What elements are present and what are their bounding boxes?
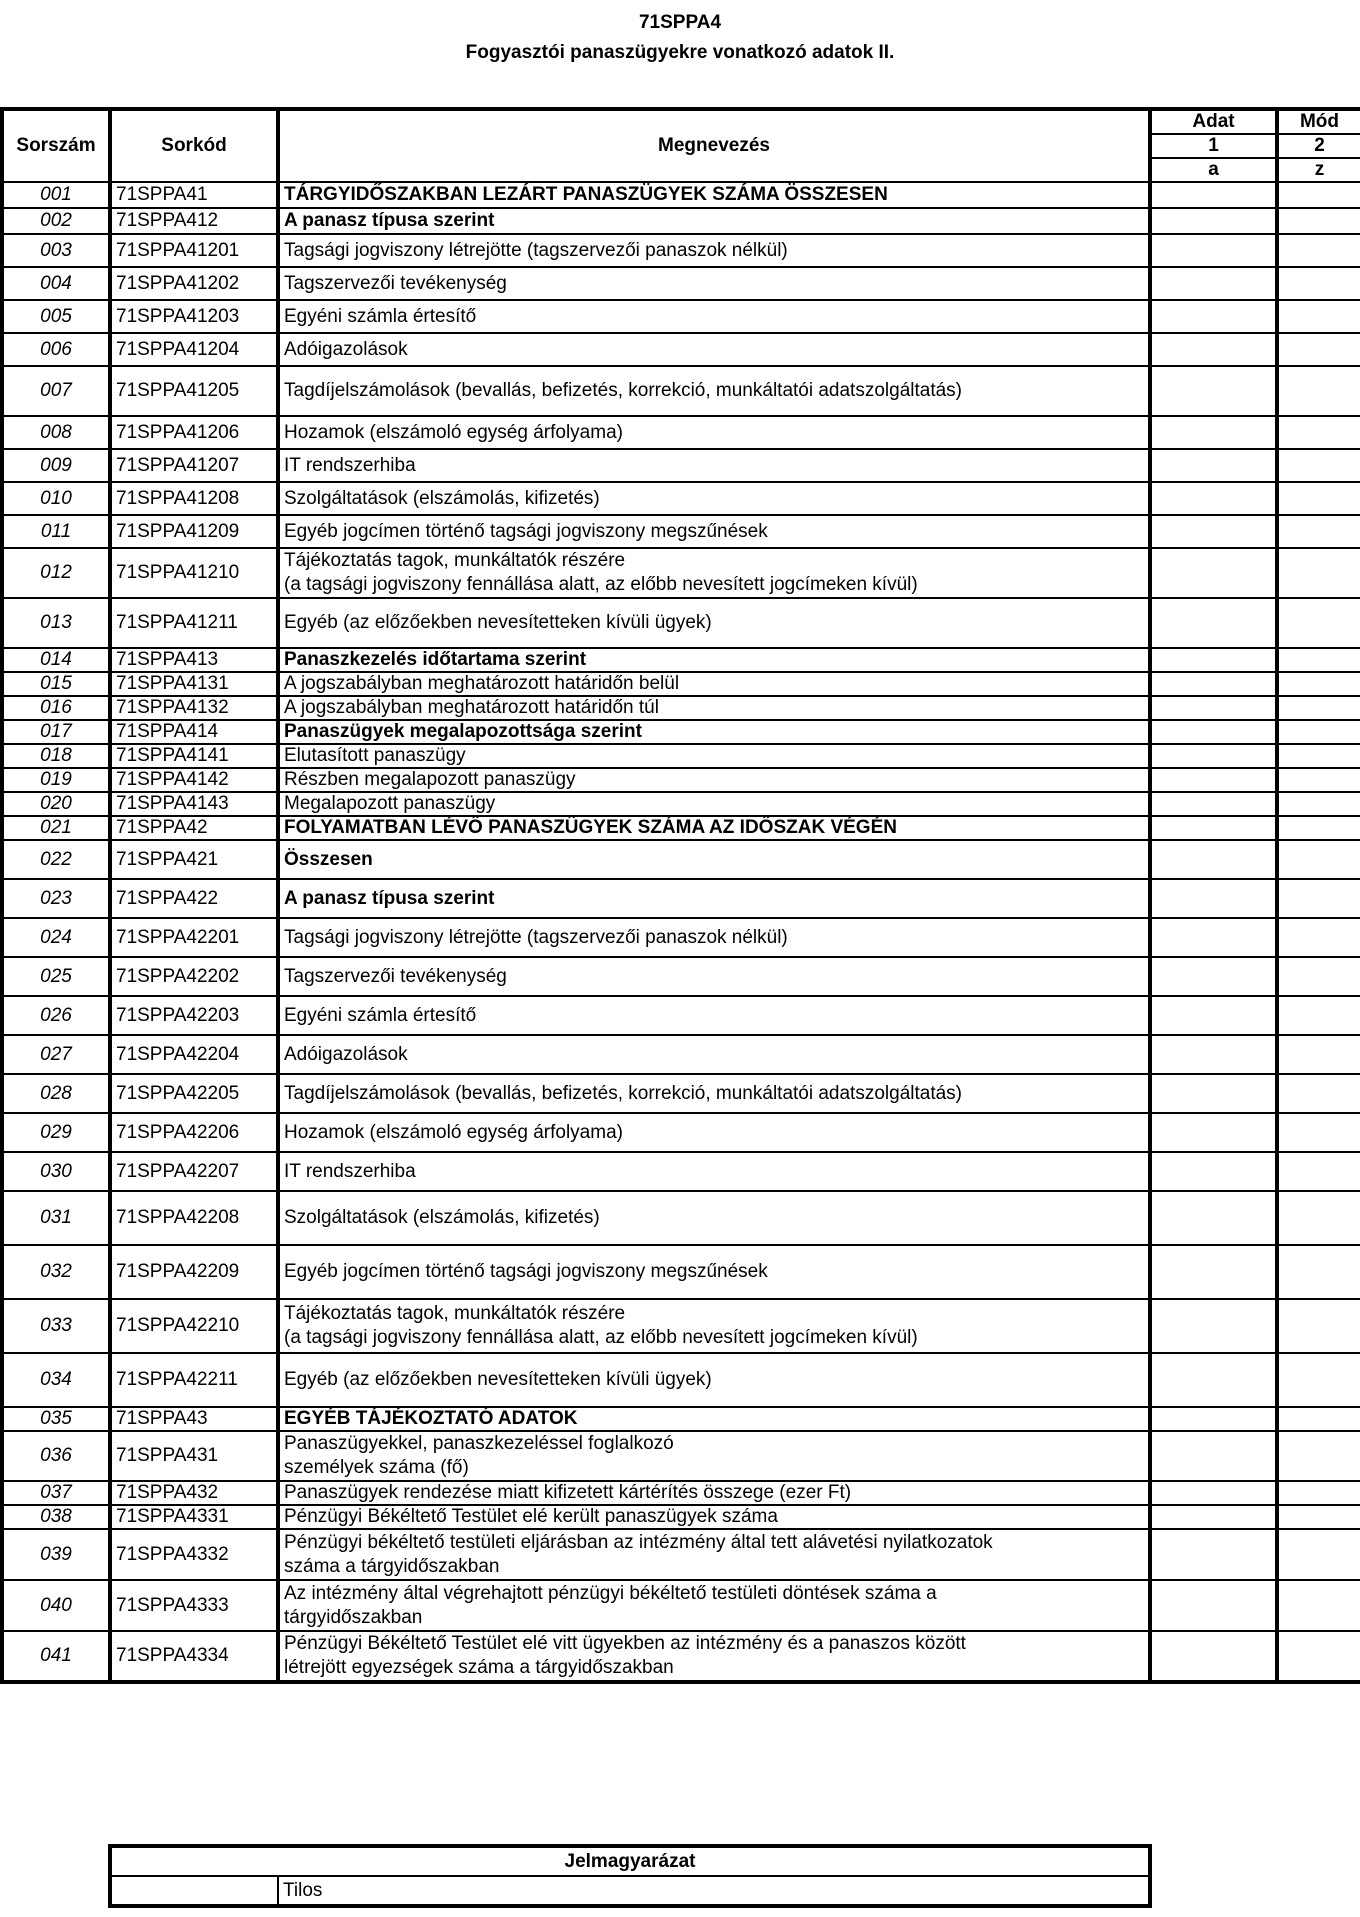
row-adat-cell[interactable]	[1150, 1529, 1277, 1580]
row-sorszam: 032	[2, 1245, 110, 1299]
table-row	[2, 1035, 1360, 1074]
header-adat-letter: a	[1150, 158, 1277, 182]
row-sorkod: 71SPPA42210	[110, 1299, 278, 1353]
row-sorkod: 71SPPA42206	[110, 1113, 278, 1152]
row-megnevezes: Szolgáltatások (elszámolás, kifizetés)	[278, 482, 1150, 515]
header-sorkod: Sorkód	[110, 109, 278, 182]
row-sorkod: 71SPPA41201	[110, 234, 278, 267]
row-mod-cell[interactable]	[1277, 515, 1360, 548]
row-sorszam: 008	[2, 416, 110, 449]
header-megnevezes: Megnevezés	[278, 109, 1150, 182]
row-adat-cell[interactable]	[1150, 996, 1277, 1035]
row-sorkod: 71SPPA414	[110, 720, 278, 744]
row-adat-cell[interactable]	[1150, 768, 1277, 792]
row-sorszam: 022	[2, 840, 110, 879]
header-mod-letter: z	[1277, 158, 1360, 182]
table-row	[2, 482, 1360, 515]
row-sorszam: 009	[2, 449, 110, 482]
row-adat-cell[interactable]	[1150, 1245, 1277, 1299]
row-sorszam: 003	[2, 234, 110, 267]
table-row	[2, 1481, 1360, 1505]
row-adat-cell[interactable]	[1150, 1152, 1277, 1191]
row-adat-cell[interactable]	[1150, 515, 1277, 548]
row-sorszam: 023	[2, 879, 110, 918]
row-sorszam: 007	[2, 366, 110, 416]
row-adat-cell[interactable]	[1150, 696, 1277, 720]
row-sorkod: 71SPPA421	[110, 840, 278, 879]
row-megnevezes: Tagdíjelszámolások (bevallás, befizetés, korrekció, munkáltatói adatszolgáltatás)	[278, 366, 1150, 416]
table-row	[2, 1407, 1360, 1431]
row-sorszam: 011	[2, 515, 110, 548]
row-megnevezes: Részben megalapozott panaszügy	[278, 768, 1150, 792]
row-adat-cell[interactable]	[1150, 416, 1277, 449]
row-megnevezes: A panasz típusa szerint	[278, 879, 1150, 918]
table-row	[2, 918, 1360, 957]
row-mod-cell[interactable]	[1277, 1113, 1360, 1152]
row-megnevezes: Tagsági jogviszony létrejötte (tagszervezői panaszok nélkül)	[278, 234, 1150, 267]
table-row	[2, 1152, 1360, 1191]
row-sorszam: 039	[2, 1529, 110, 1580]
table-row	[2, 515, 1360, 548]
row-mod-cell[interactable]	[1277, 267, 1360, 300]
row-sorszam: 028	[2, 1074, 110, 1113]
row-sorkod: 71SPPA41210	[110, 548, 278, 598]
row-megnevezes: FOLYAMATBAN LÉVŐ PANASZÜGYEK SZÁMA AZ IDŐSZAK VÉGÉN	[278, 816, 1150, 840]
row-sorkod: 71SPPA41	[110, 182, 278, 208]
row-mod-cell[interactable]	[1277, 482, 1360, 515]
row-adat-cell[interactable]	[1150, 1074, 1277, 1113]
table-row	[2, 1074, 1360, 1113]
header-mod: Mód	[1277, 109, 1360, 134]
form-code: 71SPPA4	[638, 12, 722, 33]
row-megnevezes: Panaszügyek rendezése miatt kifizetett kártérítés összege (ezer Ft)	[278, 1481, 1150, 1505]
row-megnevezes: Megalapozott panaszügy	[278, 792, 1150, 816]
row-mod-cell[interactable]	[1277, 1431, 1360, 1481]
row-megnevezes: EGYÉB TÁJÉKOZTATÓ ADATOK	[278, 1407, 1150, 1431]
row-adat-cell[interactable]	[1150, 1631, 1277, 1682]
row-mod-cell[interactable]	[1277, 208, 1360, 234]
row-sorkod: 71SPPA4334	[110, 1631, 278, 1682]
row-mod-cell[interactable]	[1277, 840, 1360, 879]
row-sorkod: 71SPPA4143	[110, 792, 278, 816]
row-sorkod: 71SPPA4333	[110, 1580, 278, 1631]
row-mod-cell[interactable]	[1277, 696, 1360, 720]
row-mod-cell[interactable]	[1277, 744, 1360, 768]
row-mod-cell[interactable]	[1277, 300, 1360, 333]
row-sorszam: 031	[2, 1191, 110, 1245]
table-row	[2, 333, 1360, 366]
row-adat-cell[interactable]	[1150, 1481, 1277, 1505]
row-adat-cell[interactable]	[1150, 234, 1277, 267]
row-adat-cell[interactable]	[1150, 792, 1277, 816]
row-sorszam: 013	[2, 598, 110, 648]
row-sorkod: 71SPPA42	[110, 816, 278, 840]
row-adat-cell[interactable]	[1150, 840, 1277, 879]
table-row	[2, 1580, 1360, 1631]
row-sorszam: 014	[2, 648, 110, 672]
legend-title: Jelmagyarázat	[110, 1846, 1150, 1876]
row-adat-cell[interactable]	[1150, 482, 1277, 515]
row-megnevezes: Tagsági jogviszony létrejötte (tagszervezői panaszok nélkül)	[278, 918, 1150, 957]
row-sorkod: 71SPPA413	[110, 648, 278, 672]
table-row	[2, 648, 1360, 672]
row-sorkod: 71SPPA4331	[110, 1505, 278, 1529]
row-sorkod: 71SPPA4142	[110, 768, 278, 792]
row-megnevezes: Panaszkezelés időtartama szerint	[278, 648, 1150, 672]
row-sorkod: 71SPPA41204	[110, 333, 278, 366]
row-megnevezes: Egyéni számla értesítő	[278, 300, 1150, 333]
row-sorkod: 71SPPA41207	[110, 449, 278, 482]
row-sorkod: 71SPPA422	[110, 879, 278, 918]
row-sorkod: 71SPPA431	[110, 1431, 278, 1481]
legend-table	[108, 1844, 1152, 1908]
row-adat-cell[interactable]	[1150, 1299, 1277, 1353]
row-sorszam: 034	[2, 1353, 110, 1407]
row-sorkod: 71SPPA41209	[110, 515, 278, 548]
row-mod-cell[interactable]	[1277, 1529, 1360, 1580]
row-megnevezes: A jogszabályban meghatározott határidőn belül	[278, 672, 1150, 696]
row-mod-cell[interactable]	[1277, 1580, 1360, 1631]
row-megnevezes: Tagszervezői tevékenység	[278, 957, 1150, 996]
row-adat-cell[interactable]	[1150, 648, 1277, 672]
row-mod-cell[interactable]	[1277, 720, 1360, 744]
row-megnevezes: Panaszügyek megalapozottsága szerint	[278, 720, 1150, 744]
table-row	[2, 234, 1360, 267]
legend-label-tilos: Tilos	[278, 1876, 1150, 1906]
form-title: Fogyasztói panaszügyekre vonatkozó adatok II.	[465, 42, 895, 63]
data-table	[0, 107, 1360, 1684]
table-row	[2, 672, 1360, 696]
row-mod-cell[interactable]	[1277, 792, 1360, 816]
row-sorkod: 71SPPA4332	[110, 1529, 278, 1580]
row-sorkod: 71SPPA42209	[110, 1245, 278, 1299]
row-mod-cell[interactable]	[1277, 1245, 1360, 1299]
row-sorkod: 71SPPA4141	[110, 744, 278, 768]
table-row	[2, 1113, 1360, 1152]
row-adat-cell[interactable]	[1150, 672, 1277, 696]
table-row	[2, 957, 1360, 996]
legend-swatch-tilos	[110, 1876, 278, 1906]
row-adat-cell[interactable]	[1150, 1113, 1277, 1152]
row-mod-cell[interactable]	[1277, 918, 1360, 957]
row-sorszam: 036	[2, 1431, 110, 1481]
row-adat-cell[interactable]	[1150, 333, 1277, 366]
row-megnevezes: Egyéb jogcímen történő tagsági jogviszony megszűnések	[278, 515, 1150, 548]
row-sorszam: 021	[2, 816, 110, 840]
table-row	[2, 208, 1360, 234]
table-row	[2, 768, 1360, 792]
table-body	[2, 182, 1360, 1682]
table-row	[2, 1631, 1360, 1682]
row-sorkod: 71SPPA41205	[110, 366, 278, 416]
row-sorszam: 018	[2, 744, 110, 768]
row-mod-cell[interactable]	[1277, 1505, 1360, 1529]
row-mod-cell[interactable]	[1277, 449, 1360, 482]
table-row	[2, 1431, 1360, 1481]
row-mod-cell[interactable]	[1277, 1481, 1360, 1505]
row-mod-cell[interactable]	[1277, 996, 1360, 1035]
row-mod-cell[interactable]	[1277, 672, 1360, 696]
row-sorszam: 037	[2, 1481, 110, 1505]
row-sorszam: 001	[2, 182, 110, 208]
row-megnevezes: Hozamok (elszámoló egység árfolyama)	[278, 1113, 1150, 1152]
row-sorszam: 016	[2, 696, 110, 720]
row-adat-cell[interactable]	[1150, 720, 1277, 744]
table-row	[2, 1299, 1360, 1353]
table-row	[2, 840, 1360, 879]
table-row	[2, 366, 1360, 416]
row-sorkod: 71SPPA43	[110, 1407, 278, 1431]
table-row	[2, 182, 1360, 208]
table-row	[2, 598, 1360, 648]
row-megnevezes: IT rendszerhiba	[278, 1152, 1150, 1191]
row-sorszam: 033	[2, 1299, 110, 1353]
row-megnevezes: A jogszabályban meghatározott határidőn túl	[278, 696, 1150, 720]
row-sorkod: 71SPPA42205	[110, 1074, 278, 1113]
row-adat-cell[interactable]	[1150, 1191, 1277, 1245]
row-sorszam: 017	[2, 720, 110, 744]
row-sorszam: 015	[2, 672, 110, 696]
row-sorkod: 71SPPA42203	[110, 996, 278, 1035]
row-adat-cell[interactable]	[1150, 267, 1277, 300]
table-row	[2, 1529, 1360, 1580]
row-mod-cell[interactable]	[1277, 1152, 1360, 1191]
row-adat-cell[interactable]	[1150, 548, 1277, 598]
row-megnevezes: Tájékoztatás tagok, munkáltatók részére (a tagsági jogviszony fennállása alatt, az előbb nevesített jogcímeken kívül)	[278, 1299, 1150, 1353]
row-sorkod: 71SPPA432	[110, 1481, 278, 1505]
row-sorszam: 004	[2, 267, 110, 300]
table-row	[2, 720, 1360, 744]
header-adat: Adat	[1150, 109, 1277, 134]
row-mod-cell[interactable]	[1277, 366, 1360, 416]
row-mod-cell[interactable]	[1277, 1035, 1360, 1074]
row-megnevezes: Panaszügyekkel, panaszkezeléssel foglalkozó személyek száma (fő)	[278, 1431, 1150, 1481]
row-adat-cell[interactable]	[1150, 449, 1277, 482]
row-adat-cell[interactable]	[1150, 598, 1277, 648]
row-mod-cell[interactable]	[1277, 648, 1360, 672]
row-adat-cell[interactable]	[1150, 1505, 1277, 1529]
row-mod-cell[interactable]	[1277, 816, 1360, 840]
row-adat-cell[interactable]	[1150, 957, 1277, 996]
row-sorszam: 005	[2, 300, 110, 333]
row-adat-cell[interactable]	[1150, 879, 1277, 918]
row-adat-cell[interactable]	[1150, 182, 1277, 208]
row-mod-cell[interactable]	[1277, 768, 1360, 792]
table-row	[2, 1245, 1360, 1299]
table-row	[2, 744, 1360, 768]
row-sorszam: 006	[2, 333, 110, 366]
table-row	[2, 449, 1360, 482]
row-megnevezes: Szolgáltatások (elszámolás, kifizetés)	[278, 1191, 1150, 1245]
table-row	[2, 879, 1360, 918]
row-megnevezes: A panasz típusa szerint	[278, 208, 1150, 234]
row-sorszam: 035	[2, 1407, 110, 1431]
row-adat-cell[interactable]	[1150, 208, 1277, 234]
row-sorkod: 71SPPA412	[110, 208, 278, 234]
row-megnevezes: Adóigazolások	[278, 1035, 1150, 1074]
row-megnevezes: Egyéb (az előzőekben nevesítetteken kívüli ügyek)	[278, 598, 1150, 648]
row-sorkod: 71SPPA42208	[110, 1191, 278, 1245]
row-sorszam: 029	[2, 1113, 110, 1152]
row-megnevezes: Egyéb jogcímen történő tagsági jogviszony megszűnések	[278, 1245, 1150, 1299]
header-sorszam: Sorszám	[2, 109, 110, 182]
table-row	[2, 696, 1360, 720]
table-row	[2, 816, 1360, 840]
row-megnevezes: Tájékoztatás tagok, munkáltatók részére (a tagsági jogviszony fennállása alatt, az előbb nevesített jogcímeken kívül)	[278, 548, 1150, 598]
row-adat-cell[interactable]	[1150, 1353, 1277, 1407]
row-megnevezes: Elutasított panaszügy	[278, 744, 1150, 768]
row-adat-cell[interactable]	[1150, 1580, 1277, 1631]
row-mod-cell[interactable]	[1277, 598, 1360, 648]
row-mod-cell[interactable]	[1277, 1353, 1360, 1407]
row-megnevezes: Tagszervezői tevékenység	[278, 267, 1150, 300]
row-megnevezes: Egyéni számla értesítő	[278, 996, 1150, 1035]
row-megnevezes: Pénzügyi Békéltető Testület elé került panaszügyek száma	[278, 1505, 1150, 1529]
row-sorszam: 010	[2, 482, 110, 515]
row-sorkod: 71SPPA41211	[110, 598, 278, 648]
table-row	[2, 1505, 1360, 1529]
row-mod-cell[interactable]	[1277, 1407, 1360, 1431]
row-adat-cell[interactable]	[1150, 1431, 1277, 1481]
row-sorszam: 002	[2, 208, 110, 234]
header-mod-number: 2	[1277, 134, 1360, 158]
row-megnevezes: Tagdíjelszámolások (bevallás, befizetés, korrekció, munkáltatói adatszolgáltatás)	[278, 1074, 1150, 1113]
row-mod-cell[interactable]	[1277, 1191, 1360, 1245]
row-megnevezes: Összesen	[278, 840, 1150, 879]
row-megnevezes: TÁRGYIDŐSZAKBAN LEZÁRT PANASZÜGYEK SZÁMA ÖSSZESEN	[278, 182, 1150, 208]
row-megnevezes: Pénzügyi békéltető testületi eljárásban az intézmény által tett alávetési nyilatkozatok száma a tárgyidőszakban	[278, 1529, 1150, 1580]
row-mod-cell[interactable]	[1277, 548, 1360, 598]
row-mod-cell[interactable]	[1277, 182, 1360, 208]
row-megnevezes: Az intézmény által végrehajtott pénzügyi békéltető testületi döntések száma a tárgyidőszakban	[278, 1580, 1150, 1631]
row-mod-cell[interactable]	[1277, 416, 1360, 449]
row-mod-cell[interactable]	[1277, 1074, 1360, 1113]
table-row	[2, 267, 1360, 300]
row-mod-cell[interactable]	[1277, 957, 1360, 996]
header-adat-number: 1	[1150, 134, 1277, 158]
table-row	[2, 996, 1360, 1035]
row-adat-cell[interactable]	[1150, 816, 1277, 840]
table-row	[2, 1191, 1360, 1245]
row-adat-cell[interactable]	[1150, 1407, 1277, 1431]
table-row	[2, 300, 1360, 333]
row-megnevezes: Hozamok (elszámoló egység árfolyama)	[278, 416, 1150, 449]
row-sorszam: 030	[2, 1152, 110, 1191]
row-sorszam: 012	[2, 548, 110, 598]
row-sorszam: 020	[2, 792, 110, 816]
row-megnevezes: Pénzügyi Békéltető Testület elé vitt ügyekben az intézmény és a panaszos között létrejött egyezségek száma a tárgyidőszakban	[278, 1631, 1150, 1682]
row-sorkod: 71SPPA41208	[110, 482, 278, 515]
table-row	[2, 416, 1360, 449]
row-adat-cell[interactable]	[1150, 300, 1277, 333]
row-sorkod: 71SPPA41202	[110, 267, 278, 300]
row-sorszam: 027	[2, 1035, 110, 1074]
row-megnevezes: Adóigazolások	[278, 333, 1150, 366]
row-sorkod: 71SPPA42207	[110, 1152, 278, 1191]
row-sorkod: 71SPPA41206	[110, 416, 278, 449]
row-sorkod: 71SPPA4131	[110, 672, 278, 696]
row-sorkod: 71SPPA42202	[110, 957, 278, 996]
row-mod-cell[interactable]	[1277, 333, 1360, 366]
row-sorszam: 040	[2, 1580, 110, 1631]
row-sorszam: 026	[2, 996, 110, 1035]
row-sorszam: 025	[2, 957, 110, 996]
table-row	[2, 792, 1360, 816]
row-sorszam: 038	[2, 1505, 110, 1529]
row-sorszam: 019	[2, 768, 110, 792]
row-sorszam: 041	[2, 1631, 110, 1682]
row-adat-cell[interactable]	[1150, 366, 1277, 416]
row-sorkod: 71SPPA42201	[110, 918, 278, 957]
row-sorkod: 71SPPA42204	[110, 1035, 278, 1074]
row-adat-cell[interactable]	[1150, 1035, 1277, 1074]
table-row	[2, 548, 1360, 598]
table-row	[2, 1353, 1360, 1407]
row-sorkod: 71SPPA42211	[110, 1353, 278, 1407]
row-megnevezes: Egyéb (az előzőekben nevesítetteken kívüli ügyek)	[278, 1353, 1150, 1407]
row-adat-cell[interactable]	[1150, 918, 1277, 957]
row-mod-cell[interactable]	[1277, 1631, 1360, 1682]
row-mod-cell[interactable]	[1277, 1299, 1360, 1353]
row-sorkod: 71SPPA41203	[110, 300, 278, 333]
row-sorszam: 024	[2, 918, 110, 957]
row-megnevezes: IT rendszerhiba	[278, 449, 1150, 482]
row-mod-cell[interactable]	[1277, 234, 1360, 267]
row-adat-cell[interactable]	[1150, 744, 1277, 768]
row-mod-cell[interactable]	[1277, 879, 1360, 918]
row-sorkod: 71SPPA4132	[110, 696, 278, 720]
